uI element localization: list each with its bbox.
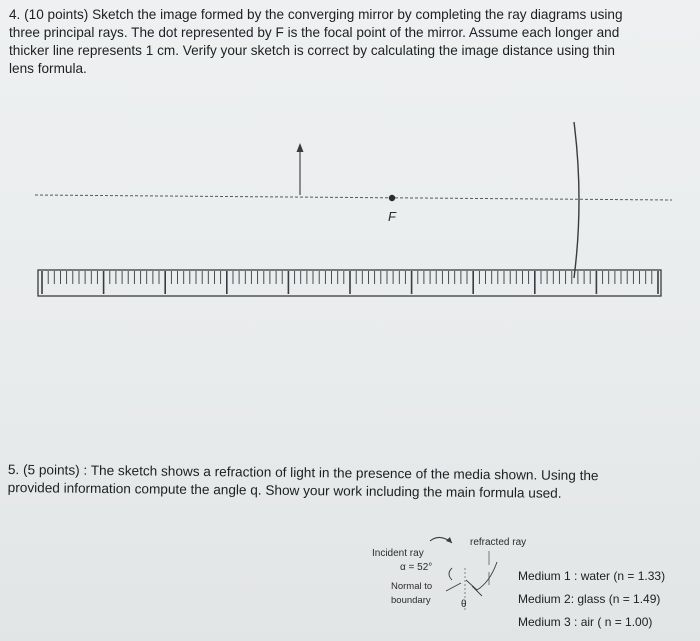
refracted-ray-label: refracted ray <box>470 537 527 548</box>
question-5-text <box>8 461 688 504</box>
question-4-line: 4. (10 points) Sketch the image formed by the converging mirror by completing the ray diagrams using <box>9 7 623 22</box>
medium-2-label: Medium 2: glass (n = 1.49) <box>518 592 661 606</box>
medium-3-label: Medium 3 : air ( n = 1.00) <box>518 615 653 629</box>
focal-point-dot <box>389 195 395 201</box>
medium-1-label: Medium 1 : water (n = 1.33) <box>518 569 666 583</box>
theta-label: θ <box>461 599 467 610</box>
question-4-line: thicker line represents 1 cm. Verify your sketch is correct by calculating the image distance using thin <box>9 43 615 58</box>
normal-arrow <box>446 583 461 591</box>
mirror-diagram <box>35 122 672 296</box>
refraction-diagram <box>372 537 526 612</box>
angle-arc <box>449 568 452 580</box>
normal-label-line1: Normal to <box>391 581 433 592</box>
principal-axis <box>35 195 672 200</box>
question-5-line: 5. (5 points) : The sketch shows a refraction of light in the presence of the media shown. Using the <box>7 461 599 484</box>
alpha-angle-label: α = 52° <box>400 562 433 573</box>
converging-mirror <box>574 122 579 278</box>
ruler <box>38 270 661 296</box>
incident-ray-label: Incident ray <box>372 548 424 559</box>
object-arrowhead <box>297 143 304 152</box>
focal-point-label: F <box>388 209 396 224</box>
refracted-ray-path <box>466 562 497 590</box>
ruler-ticks <box>42 271 658 294</box>
question-4-line: lens formula. <box>9 61 87 76</box>
question-4-line: three principal rays. The dot represented by F is the focal point of the mirror. Assume each longer and <box>9 25 620 40</box>
normal-label-line2: boundary <box>391 595 431 606</box>
question-5-line: provided information compute the angle q. Show your work including the main formula used. <box>7 479 562 501</box>
